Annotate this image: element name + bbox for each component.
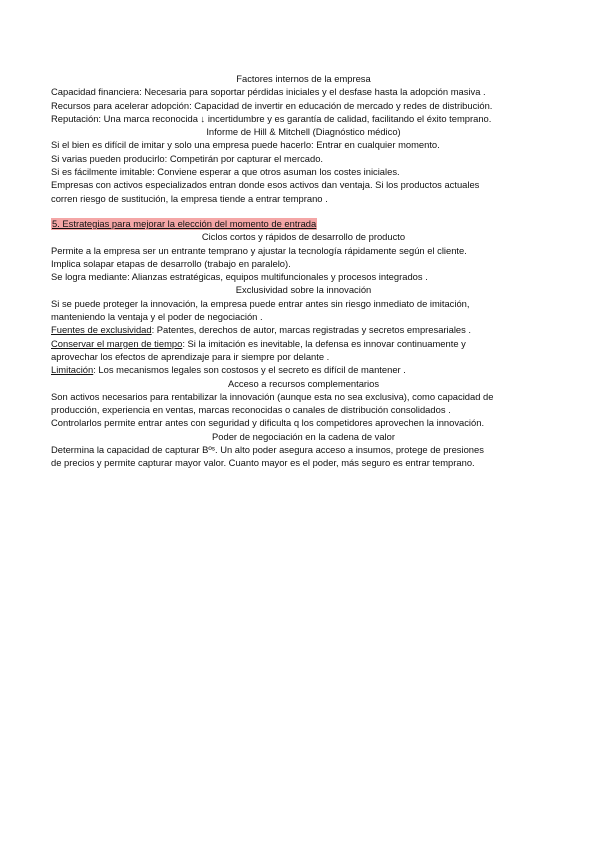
heading-exclusividad: Exclusividad sobre la innovación [235,284,372,296]
paragraph: corren riesgo de sustitución, la empresa tiende a entrar temprano . [51,192,328,204]
paragraph: Se logra mediante: Alianzas estratégicas, equipos multifuncionales y procesos integrados . [51,271,428,283]
term-fuentes-exclusividad: Fuentes de exclusividad [51,324,152,336]
term-limitacion: Limitación [51,364,94,376]
paragraph: Reputación: Una marca reconocida ↓ incertidumbre y es garantía de calidad, facilitando el éxito temprano. [51,112,492,124]
paragraph: Capacidad financiera: Necesaria para soportar pérdidas iniciales y el desfase hasta la adopción masiva . [51,86,486,98]
paragraph: Si es fácilmente imitable: Conviene esperar a que otros asuman los costes iniciales. [51,166,400,178]
paragraph: Son activos necesarios para rentabilizar la innovación (aunque esta no sea exclusiva), como capacidad de [51,390,494,402]
paragraph-text: : Patentes, derechos de autor, marcas registradas y secretos empresariales . [151,324,472,336]
paragraph: producción, experiencia en ventas, marcas reconocidas o canales de distribución consolidados . [51,404,451,416]
paragraph: Si se puede proteger la innovación, la empresa puede entrar antes sin riesgo inmediato de imitación, [51,297,470,309]
paragraph: manteniendo la ventaja y el poder de negociación . [51,311,263,323]
heading-acceso-recursos: Acceso a recursos complementarios [227,377,380,389]
paragraph [51,363,556,376]
paragraph: Si el bien es difícil de imitar y solo una empresa puede hacerlo: Entrar en cualquier momento. [51,139,440,151]
spacer [51,205,556,217]
section-5-title: 5. Estrategias para mejorar la elección del momento de entrada [52,217,317,229]
document-body [51,72,556,470]
paragraph: de precios y permite capturar mayor valor. Cuanto mayor es el poder, más seguro es entrar temprano. [51,457,475,469]
heading-ciclos-cortos: Ciclos cortos y rápidos de desarrollo de producto [201,231,406,243]
heading-hill-mitchell: Informe de Hill & Mitchell (Diagnóstico médico) [206,126,401,138]
paragraph: Implica solapar etapas de desarrollo (trabajo en paralelo). [51,257,291,269]
paragraph: Determina la capacidad de capturar Bºˢ. Un alto poder asegura acceso a insumos, protege de presiones [51,444,484,456]
paragraph [51,323,556,336]
paragraph: Controlarlos permite entrar antes con seguridad y dificulta q los competidores aprovechen la innovación. [51,417,485,429]
paragraph: Si varias pueden producirlo: Competirán por capturar el mercado. [51,152,324,164]
paragraph-text: : Si la imitación es inevitable, la defensa es innovar continuamente y [182,337,466,349]
heading-poder-negociacion: Poder de negociación en la cadena de valor [212,430,395,442]
paragraph: Recursos para acelerar adopción: Capacidad de invertir en educación de mercado y redes de distribución. [51,99,493,111]
heading-factores-internos: Factores internos de la empresa [236,73,371,84]
paragraph: Permite a la empresa ser un entrante temprano y ajustar la tecnología rápidamente según el cliente. [51,244,467,256]
term-conservar-margen: Conservar el margen de tiempo [51,337,183,349]
paragraph [51,337,556,350]
paragraph: Empresas con activos especializados entran donde esos activos dan ventaja. Si los productos actuales [51,179,480,191]
paragraph-text: : Los mecanismos legales son costosos y el secreto es difícil de mantener . [93,364,406,376]
paragraph: aprovechar los efectos de aprendizaje para ir siempre por delante . [51,350,330,362]
section-heading-row [51,217,556,230]
